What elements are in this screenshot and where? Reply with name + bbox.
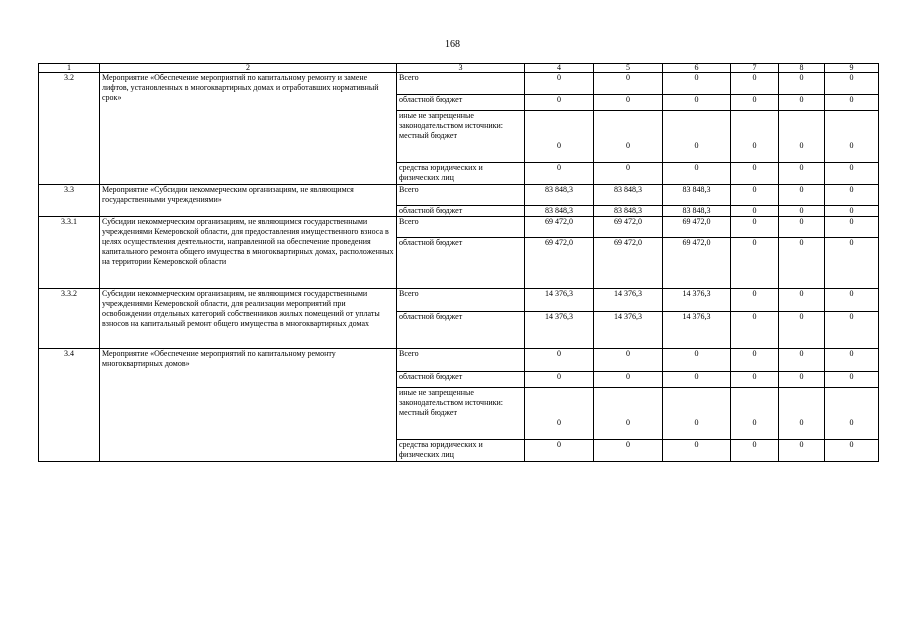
amount-cell <box>731 95 779 111</box>
amount-value: 0 <box>626 163 630 172</box>
amount-value: 0 <box>849 238 854 247</box>
amount-cell <box>731 217 779 238</box>
amount-cell <box>663 289 731 312</box>
amount-value: 0 <box>626 418 630 427</box>
amount-value: 0 <box>799 238 804 247</box>
amount-cell <box>663 238 731 289</box>
funding-source <box>397 185 525 206</box>
amount-cell <box>594 349 663 372</box>
activity-description: Мероприятие «Субсидии некоммерческим организациям, не являющимся государственными учреждениями» <box>100 185 397 217</box>
amount-value: 0 <box>799 372 804 381</box>
funding-source <box>397 312 525 349</box>
header-row <box>39 64 879 73</box>
amount-value: 0 <box>849 418 854 427</box>
amount-value: 0 <box>799 440 804 449</box>
amount-value: 83 848,3 <box>682 206 711 215</box>
amount-cell <box>594 206 663 217</box>
amount-value: 0 <box>849 141 854 150</box>
amount-cell <box>731 312 779 349</box>
amount-cell <box>525 206 594 217</box>
column-header: 5 <box>594 64 663 73</box>
funding-source-label: Всего <box>399 349 419 358</box>
amount-value: 0 <box>694 95 699 104</box>
amount-cell <box>594 73 663 95</box>
amount-cell <box>731 238 779 289</box>
amount-cell <box>779 73 825 95</box>
amount-cell <box>663 312 731 349</box>
amount-value: 0 <box>626 440 630 449</box>
funding-source <box>397 163 525 185</box>
amount-value: 14 376,3 <box>682 312 711 321</box>
amount-cell <box>825 388 879 440</box>
amount-value: 0 <box>626 95 630 104</box>
amount-value: 0 <box>752 206 757 215</box>
funding-source-label: средства юридических и физических лиц <box>399 163 483 182</box>
amount-cell <box>663 73 731 95</box>
amount-value: 0 <box>752 440 757 449</box>
amount-cell <box>825 73 879 95</box>
amount-value: 0 <box>694 73 699 82</box>
amount-cell <box>825 372 879 388</box>
table-body <box>39 64 879 462</box>
amount-value: 0 <box>752 349 757 358</box>
amount-value: 0 <box>849 163 854 172</box>
amount-cell <box>594 312 663 349</box>
amount-cell <box>731 206 779 217</box>
funding-source-label: Всего <box>399 185 419 194</box>
row-number: 3.3.2 <box>39 289 100 349</box>
amount-cell <box>779 440 825 462</box>
amount-cell <box>825 312 879 349</box>
amount-cell <box>525 217 594 238</box>
amount-cell <box>825 206 879 217</box>
amount-cell <box>663 95 731 111</box>
amount-cell <box>525 111 594 163</box>
amount-value: 0 <box>694 141 699 150</box>
column-header: 6 <box>663 64 731 73</box>
funding-source <box>397 349 525 372</box>
activity-description: Субсидии некоммерческим организациям, не являющимся государственными учреждениями Кемеровской области, для реализации мероприятий при освобождении отдельных категорий собственников жилых помещений от уплаты взносов на капитальный ремонт общего имущества в многоквартирных домах <box>100 289 397 349</box>
amount-value: 0 <box>799 349 804 358</box>
amount-cell <box>663 388 731 440</box>
amount-cell <box>731 372 779 388</box>
amount-cell <box>825 289 879 312</box>
activity-description: Мероприятие «Обеспечение мероприятий по капитальному ремонту многоквартирных домов» <box>100 349 397 462</box>
amount-value: 69 472,0 <box>545 238 573 247</box>
amount-cell <box>663 349 731 372</box>
column-header: 9 <box>825 64 879 73</box>
column-header: 8 <box>779 64 825 73</box>
amount-cell <box>779 217 825 238</box>
funding-source-label: областной бюджет <box>399 95 463 104</box>
activity-description: Мероприятие «Обеспечение мероприятий по капитальному ремонту и замене лифтов, установленных в многоквартирных домах и отработавших нормативный срок» <box>100 73 397 185</box>
amount-value: 0 <box>799 418 804 427</box>
amount-cell <box>731 73 779 95</box>
amount-value: 0 <box>849 95 854 104</box>
column-header: 2 <box>100 64 397 73</box>
funding-source <box>397 95 525 111</box>
amount-value: 0 <box>557 418 561 427</box>
amount-value: 0 <box>557 440 561 449</box>
amount-value: 0 <box>752 163 757 172</box>
amount-cell <box>779 111 825 163</box>
amount-cell <box>825 185 879 206</box>
column-header: 4 <box>525 64 594 73</box>
amount-cell <box>525 289 594 312</box>
amount-cell <box>594 388 663 440</box>
funding-source-label: иные не запрещенные законодательством источники: <box>399 111 504 130</box>
amount-value: 0 <box>752 372 757 381</box>
amount-value: 69 472,0 <box>682 238 711 247</box>
amount-value: 0 <box>694 372 699 381</box>
amount-value: 14 376,3 <box>614 289 642 298</box>
amount-value: 0 <box>752 312 757 321</box>
amount-value: 0 <box>799 141 804 150</box>
amount-value: 0 <box>694 163 699 172</box>
amount-cell <box>594 95 663 111</box>
amount-cell <box>525 440 594 462</box>
funding-source-label: областной бюджет <box>399 312 463 321</box>
amount-value: 0 <box>799 289 804 298</box>
amount-cell <box>663 111 731 163</box>
amount-cell <box>779 289 825 312</box>
amount-value: 83 848,3 <box>614 185 642 194</box>
amount-cell <box>779 312 825 349</box>
amount-value: 0 <box>799 185 804 194</box>
funding-source <box>397 238 525 289</box>
amount-value: 0 <box>799 73 804 82</box>
amount-cell <box>779 163 825 185</box>
amount-cell <box>779 95 825 111</box>
amount-cell <box>525 163 594 185</box>
amount-value: 0 <box>799 206 804 215</box>
row-number: 3.2 <box>39 73 100 185</box>
table-row <box>39 289 879 312</box>
amount-cell <box>779 206 825 217</box>
activity-description: Субсидии некоммерческим организациям, не являющимся государственными учреждениями Кемеровской области, для предоставления имущественного взноса в целях осуществления деятельности, направленной на обеспечение проведения капитального ремонта общего имущества в многоквартирных домах, расположенных на территории Кемеровской области <box>100 217 397 289</box>
amount-value: 0 <box>752 185 757 194</box>
column-header: 3 <box>397 64 525 73</box>
amount-cell <box>825 440 879 462</box>
amount-cell <box>525 73 594 95</box>
amount-cell <box>594 238 663 289</box>
amount-value: 83 848,3 <box>545 206 573 215</box>
amount-value: 0 <box>849 312 854 321</box>
amount-cell <box>525 95 594 111</box>
amount-value: 0 <box>557 163 561 172</box>
amount-cell <box>525 238 594 289</box>
amount-cell <box>594 217 663 238</box>
amount-value: 0 <box>799 312 804 321</box>
amount-cell <box>825 217 879 238</box>
amount-cell <box>825 95 879 111</box>
amount-value: 0 <box>752 418 757 427</box>
amount-value: 0 <box>752 73 757 82</box>
amount-value: 0 <box>626 349 630 358</box>
amount-cell <box>663 163 731 185</box>
funding-source-sublabel: местный бюджет <box>399 131 457 140</box>
amount-value: 0 <box>849 206 854 215</box>
amount-value: 83 848,3 <box>545 185 573 194</box>
amount-cell <box>779 238 825 289</box>
row-number: 3.4 <box>39 349 100 462</box>
amount-cell <box>594 289 663 312</box>
amount-cell <box>594 185 663 206</box>
table-row <box>39 73 879 95</box>
table-row <box>39 185 879 206</box>
amount-cell <box>663 206 731 217</box>
amount-value: 0 <box>849 440 854 449</box>
amount-value: 69 472,0 <box>614 217 642 226</box>
page-number: 168 <box>445 39 460 50</box>
amount-value: 0 <box>799 217 804 226</box>
funding-source-label: Всего <box>399 217 419 226</box>
amount-cell <box>731 289 779 312</box>
amount-cell <box>731 111 779 163</box>
amount-cell <box>594 372 663 388</box>
amount-cell <box>594 163 663 185</box>
amount-value: 0 <box>557 349 561 358</box>
amount-cell <box>663 185 731 206</box>
amount-cell <box>663 372 731 388</box>
amount-value: 0 <box>694 440 699 449</box>
table-row <box>39 349 879 372</box>
amount-value: 0 <box>799 95 804 104</box>
amount-cell <box>525 388 594 440</box>
amount-cell <box>731 388 779 440</box>
amount-value: 0 <box>626 73 630 82</box>
amount-value: 14 376,3 <box>545 289 573 298</box>
amount-value: 83 848,3 <box>614 206 642 215</box>
amount-value: 0 <box>849 289 854 298</box>
amount-value: 0 <box>799 163 804 172</box>
amount-cell <box>663 440 731 462</box>
funding-source <box>397 73 525 95</box>
row-number: 3.3.1 <box>39 217 100 289</box>
amount-cell <box>825 111 879 163</box>
amount-value: 0 <box>752 238 757 247</box>
amount-value: 0 <box>626 141 630 150</box>
amount-value: 14 376,3 <box>614 312 642 321</box>
funding-source-label: областной бюджет <box>399 206 463 215</box>
funding-source <box>397 217 525 238</box>
amount-cell <box>525 312 594 349</box>
amount-value: 69 472,0 <box>614 238 642 247</box>
column-header: 1 <box>39 64 100 73</box>
amount-value: 0 <box>849 73 854 82</box>
funding-source <box>397 372 525 388</box>
amount-value: 0 <box>849 349 854 358</box>
amount-cell <box>731 163 779 185</box>
amount-cell <box>779 349 825 372</box>
funding-source-label: средства юридических и физических лиц <box>399 440 483 459</box>
funding-source-label: Всего <box>399 289 419 298</box>
amount-value: 0 <box>849 185 854 194</box>
funding-source-label: иные не запрещенные законодательством источники: <box>399 388 504 407</box>
amount-cell <box>731 440 779 462</box>
column-header: 7 <box>731 64 779 73</box>
amount-value: 0 <box>557 73 561 82</box>
amount-cell <box>731 349 779 372</box>
amount-value: 0 <box>694 418 699 427</box>
amount-value: 0 <box>694 349 699 358</box>
amount-cell <box>825 349 879 372</box>
amount-value: 83 848,3 <box>682 185 711 194</box>
funding-source-label: областной бюджет <box>399 372 463 381</box>
amount-cell <box>779 388 825 440</box>
amount-cell <box>825 163 879 185</box>
budget-table <box>38 63 879 462</box>
amount-value: 14 376,3 <box>545 312 573 321</box>
row-number: 3.3 <box>39 185 100 217</box>
amount-value: 0 <box>752 289 757 298</box>
amount-value: 0 <box>752 141 757 150</box>
amount-value: 0 <box>752 95 757 104</box>
funding-source <box>397 206 525 217</box>
amount-cell <box>525 349 594 372</box>
amount-value: 0 <box>557 95 561 104</box>
amount-cell <box>825 238 879 289</box>
funding-source-sublabel: местный бюджет <box>399 408 457 417</box>
amount-value: 69 472,0 <box>545 217 573 226</box>
amount-cell <box>779 185 825 206</box>
amount-value: 14 376,3 <box>682 289 711 298</box>
amount-value: 69 472,0 <box>682 217 711 226</box>
amount-cell <box>779 372 825 388</box>
amount-value: 0 <box>557 141 561 150</box>
amount-value: 0 <box>752 217 757 226</box>
amount-value: 0 <box>849 217 854 226</box>
funding-source <box>397 440 525 462</box>
amount-cell <box>731 185 779 206</box>
amount-value: 0 <box>557 372 561 381</box>
funding-source-label: областной бюджет <box>399 238 463 247</box>
funding-source <box>397 111 525 163</box>
amount-value: 0 <box>626 372 630 381</box>
funding-source <box>397 289 525 312</box>
amount-cell <box>594 440 663 462</box>
amount-cell <box>525 372 594 388</box>
funding-source <box>397 388 525 440</box>
amount-value: 0 <box>849 372 854 381</box>
funding-source-label: Всего <box>399 73 419 82</box>
amount-cell <box>594 111 663 163</box>
amount-cell <box>663 217 731 238</box>
table-row <box>39 217 879 238</box>
amount-cell <box>525 185 594 206</box>
